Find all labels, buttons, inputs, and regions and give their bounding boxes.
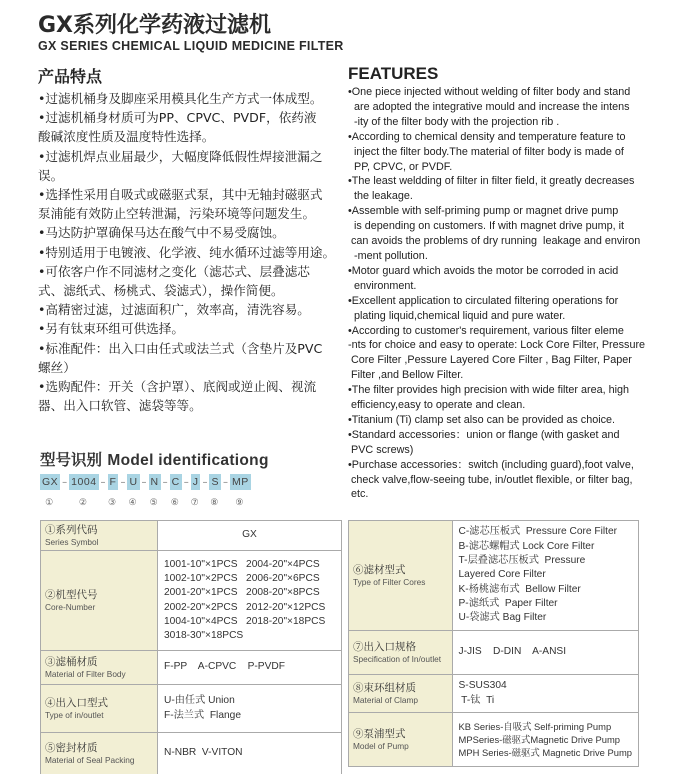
feature-cn-line: •马达防护罩确保马达在酸气中不易受腐蚀。 xyxy=(38,225,285,241)
feature-en-line: •Excellent application to circulated filtering operations for xyxy=(348,294,619,307)
model-code-index: ⑧ xyxy=(210,498,219,508)
spec-value-line: KB Series-自吸式 Self-priming Pump xyxy=(458,721,612,732)
feature-en-line: etc. xyxy=(348,488,369,501)
spec-value-line: 1004-10"×4PCS 2018-20"×18PCS xyxy=(164,615,326,627)
features-en-list xyxy=(348,85,668,502)
spec-value-cell xyxy=(452,521,638,631)
spec-value-line: T-钛 Ti xyxy=(458,694,495,706)
model-code-index: ① xyxy=(45,498,54,508)
spec-label-cn: ②机型代号 xyxy=(45,588,98,601)
model-code-box: S xyxy=(211,476,219,488)
feature-en-line: •Titanium (Ti) clamp set also can be provided as choice. xyxy=(348,413,616,426)
spec-value-cell xyxy=(452,713,638,767)
spec-value-cell xyxy=(158,651,342,685)
spec-value-line: K-杨桃滤布式 Bellow Filter xyxy=(458,583,581,595)
model-code-box: GX xyxy=(42,476,59,488)
feature-en-line: •Assemble with self-priming pump or magnet drive pump xyxy=(348,205,619,218)
spec-row xyxy=(41,551,342,651)
model-code-index: ③ xyxy=(107,498,117,508)
spec-label-en: Model of Pump xyxy=(353,740,409,751)
feature-cn-line: •过滤机桶身及脚座采用模具化生产方式一体成型。 xyxy=(38,91,323,106)
spec-label-en: Specification of In/outlet xyxy=(353,653,442,664)
feature-en-line: •Motor guard which avoids the motor be corroded in acid xyxy=(348,264,619,277)
spec-value-cell xyxy=(158,551,342,651)
code-separator: – xyxy=(100,476,106,488)
feature-en-line: environment. xyxy=(348,279,417,292)
spec-value-line: F-法兰式 Flange xyxy=(164,709,241,721)
spec-label-cn: ⑨泵浦型式 xyxy=(353,727,406,740)
spec-row xyxy=(41,651,342,685)
spec-value-line: Layered Core Filter xyxy=(458,569,546,581)
feature-en-line: -nts for choice and easy to operate: Lock Core Filter, Pressure xyxy=(348,339,646,352)
code-separator: – xyxy=(183,476,189,488)
spec-label-cn: ⑥滤材型式 xyxy=(353,563,406,576)
model-code-box: U xyxy=(129,476,138,488)
spec-value-line: P-滤纸式 Paper Filter xyxy=(458,597,558,609)
spec-row xyxy=(349,713,639,767)
spec-value-cell xyxy=(452,675,638,713)
spec-value-line: S-SUS304 xyxy=(458,680,507,692)
spec-table-left xyxy=(40,520,342,774)
model-code-box: J xyxy=(192,476,199,488)
spec-value-line: U-由任式 Union xyxy=(164,695,235,707)
spec-label-cn: ⑦出入口规格 xyxy=(353,640,416,653)
spec-row xyxy=(349,631,639,675)
spec-row xyxy=(41,685,342,733)
spec-value-cell xyxy=(158,521,342,551)
spec-label-cell xyxy=(41,733,158,774)
feature-en-line: plating liquid,chemical liquid and pure water. xyxy=(348,309,566,322)
spec-value-line: N-NBR V-VITON xyxy=(164,747,243,759)
spec-label-cn: ⑤密封材质 xyxy=(45,741,98,754)
spec-value-line: GX xyxy=(242,529,257,541)
spec-value-line: C-滤芯压板式 Pressure Core Filter xyxy=(458,526,618,538)
spec-value-line: T-层叠滤芯压板式 Pressure xyxy=(458,555,586,567)
code-separator: – xyxy=(162,476,168,488)
model-code-index: ⑦ xyxy=(190,498,199,508)
feature-cn-line: •过滤机桶身材质可为PP、CPVC、PVDF，依药液 xyxy=(38,110,317,126)
feature-cn-line: 酸碱浓度性质及温度特性选择。 xyxy=(38,129,215,145)
feature-en-line: are adopted the integrative mould and increase the intens xyxy=(348,100,630,113)
spec-row xyxy=(41,521,342,551)
feature-cn-line: 器、出入口软管、滤袋等等。 xyxy=(38,398,202,414)
spec-label-cell xyxy=(349,521,453,631)
features-cn-section xyxy=(38,64,338,415)
spec-value-line: 1001-10"×1PCS 2004-20"×4PCS xyxy=(164,558,320,570)
feature-cn-line: 误。 xyxy=(38,167,64,183)
model-code-index: ⑥ xyxy=(170,498,179,508)
feature-en-line: Core Filter ,Pessure Layered Core Filter , Bag Filter, Paper xyxy=(348,354,632,367)
spec-label-cn: ④出入口型式 xyxy=(45,696,108,709)
feature-en-line: the leakage. xyxy=(348,190,413,203)
spec-value-cell xyxy=(158,733,342,774)
feature-en-line: •Purchase accessories：switch (including guard),foot valve, xyxy=(348,458,634,471)
model-code-index: ② xyxy=(78,498,87,508)
page-title-en: GX SERIES CHEMICAL LIQUID MEDICINE FILTER xyxy=(38,39,344,53)
feature-en-line: check valve,flow-seeing tube, in/outlet flexible, or filter bag, xyxy=(348,473,633,486)
feature-en-line: inject the filter body.The material of filter body is made of xyxy=(348,145,624,158)
model-identification-title xyxy=(40,448,269,470)
spec-label-cn: ①系列代码 xyxy=(45,523,98,536)
features-en-heading: FEATURES xyxy=(348,64,439,83)
model-code-box: 1004 xyxy=(71,476,97,488)
code-separator: – xyxy=(223,476,228,488)
spec-label-cell xyxy=(349,631,453,675)
model-code-box: F xyxy=(109,476,117,488)
spec-label-en: Material of Seal Packing xyxy=(45,754,135,765)
spec-value-line: 1002-10"×2PCS 2006-20"×6PCS xyxy=(164,572,320,584)
features-cn-heading: 产品特点 xyxy=(38,67,103,86)
feature-en-line: Filter ,and Bellow Filter. xyxy=(348,369,464,382)
model-title-cn: 型号识别 xyxy=(40,451,103,469)
feature-en-line: •The filter provides high precision with wide filter area, high xyxy=(348,384,630,397)
spec-label-cn: ③滤桶材质 xyxy=(45,655,98,668)
model-code-index: ⑨ xyxy=(235,498,244,508)
feature-en-line: -ity of the filter body with the projection rib . xyxy=(348,115,560,128)
feature-en-line: efficiency,easy to operate and clean. xyxy=(348,399,526,412)
feature-cn-line: •特别适用于电镀液、化学液、纯水循环过滤等用途。 xyxy=(38,244,336,260)
feature-en-line: can avoids the problems of dry running leakage and environ xyxy=(348,235,641,248)
code-separator: – xyxy=(120,476,126,488)
feature-en-line: •According to customer's requirement, various filter eleme xyxy=(348,324,624,337)
feature-en-line: •The least weldding of filter in filter field, it greatly decreases xyxy=(348,175,635,188)
feature-cn-line: 泵浦能有效防止空转泄漏，污染环境等问题发生。 xyxy=(38,206,316,222)
feature-cn-line: •过滤机焊点业届最少，大幅度降低假性焊接泄漏之 xyxy=(38,148,323,164)
spec-label-en: Type of Filter Cores xyxy=(353,576,426,587)
spec-row xyxy=(349,521,639,631)
spec-value-line: 2001-20"×1PCS 2008-20"×8PCS xyxy=(164,587,320,599)
feature-cn-line: •选购配件：开关（含护罩）、底阀或逆止阀、视流 xyxy=(38,379,317,395)
spec-label-cn: ⑧束环组材质 xyxy=(353,681,416,694)
code-separator: – xyxy=(62,476,68,488)
spec-label-en: Series Symbol xyxy=(45,536,99,547)
spec-value-line: J-JIS D-DIN A-ANSI xyxy=(458,646,567,658)
spec-label-cell xyxy=(41,551,158,651)
spec-label-en: Material of Clamp xyxy=(353,694,419,705)
spec-label-en: Type of in/outlet xyxy=(45,709,104,720)
spec-value-line: B-滤芯螺帽式 Lock Core Filter xyxy=(458,540,595,552)
feature-en-line: •According to chemical density and temperature feature to xyxy=(348,130,626,143)
model-code-box: C xyxy=(171,476,180,488)
spec-value-cell xyxy=(158,685,342,733)
spec-value-line: MPH Series-磁驱式 Magnetic Drive Pump xyxy=(458,747,632,758)
model-code-index: ⑤ xyxy=(149,498,158,508)
spec-label-cell xyxy=(41,685,158,733)
feature-en-line: PVC screws) xyxy=(348,443,414,456)
model-code-row xyxy=(40,474,251,490)
model-code-index: ④ xyxy=(128,498,137,508)
spec-table-right xyxy=(348,520,639,767)
page-title-cn: GX系列化学药液过滤机 xyxy=(38,13,272,38)
spec-value-line: U-袋滤式 Bag Filter xyxy=(458,612,547,624)
spec-label-en: Core-Number xyxy=(45,601,96,612)
spec-label-en: Material of Filter Body xyxy=(45,668,126,679)
feature-en-line: is depending on customers. If with magnet drive pump, it xyxy=(348,220,625,233)
spec-label-cell xyxy=(41,651,158,685)
model-code-box: N xyxy=(150,476,159,488)
model-code-box: MP xyxy=(232,476,249,488)
features-en-section xyxy=(348,64,668,502)
spec-label-cell xyxy=(349,713,453,767)
spec-label-cell xyxy=(41,521,158,551)
code-separator: – xyxy=(141,476,147,488)
feature-cn-line: 式、滤纸式、杨桃式、袋滤式），操作简便。 xyxy=(38,283,284,299)
code-separator: – xyxy=(202,476,208,488)
feature-cn-line: •选择性采用自吸式或磁驱式泵，其中无轴封磁驱式 xyxy=(38,187,323,203)
feature-cn-line: •另有钛束环组可供选择。 xyxy=(38,321,184,337)
feature-cn-line: •高精密过滤，过滤面积广，效率高，清洗容易。 xyxy=(38,302,310,318)
feature-cn-line: •标准配件：出入口由任式或法兰式（含垫片及PVC xyxy=(38,340,323,356)
spec-value-line: 2002-20"×2PCS 2012-20"×12PCS xyxy=(164,601,326,613)
feature-en-line: -ment pollution. xyxy=(348,249,428,262)
feature-cn-line: 螺丝） xyxy=(38,359,76,375)
spec-value-line: F-PP A-CPVC P-PVDF xyxy=(164,661,285,673)
spec-row xyxy=(349,675,639,713)
feature-en-line: PP, CPVC, or PVDF. xyxy=(348,160,453,173)
spec-row xyxy=(41,733,342,774)
feature-cn-line: •可依客户作不同滤材之变化（滤芯式、层叠滤芯 xyxy=(38,263,310,279)
spec-value-line: 3018-30"×18PCS xyxy=(164,630,244,642)
feature-en-line: •One piece injected without welding of filter body and stand xyxy=(348,86,631,98)
spec-label-cell xyxy=(349,675,453,713)
features-cn-list xyxy=(38,89,338,415)
feature-en-line: •Standard accessories：union or flange (with gasket and xyxy=(348,428,620,441)
model-title-en: Model identificationg xyxy=(107,452,269,469)
spec-value-cell xyxy=(452,631,638,675)
spec-value-line: MPSeries-磁驱式Magnetic Drive Pump xyxy=(458,734,621,745)
